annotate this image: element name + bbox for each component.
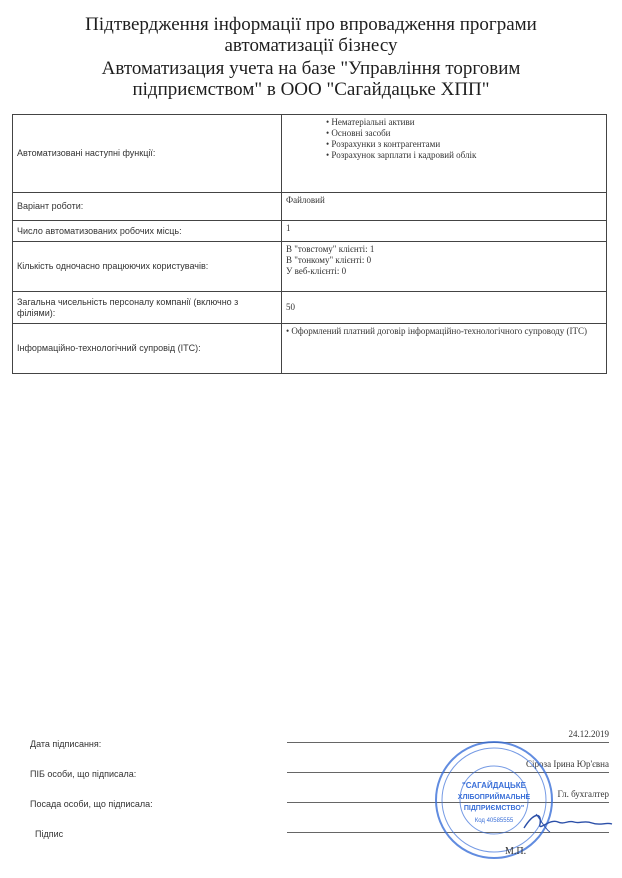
- table-row: [13, 292, 607, 324]
- title-line-1: Підтвердження інформації про впровадження програми: [85, 14, 537, 35]
- row-label: Кількість одночасно працюючих користувачів:: [13, 242, 282, 292]
- table-row: [13, 242, 607, 292]
- handwritten-signature-icon: [520, 808, 615, 836]
- row-label: Загальна чисельність персоналу компанії (включно з філіями):: [13, 292, 282, 324]
- document-subtitle: [0, 58, 622, 100]
- stamp-code: Код 40585555: [474, 818, 514, 824]
- name-value: Сіроза Ірина Юр'євна: [526, 759, 609, 769]
- name-label: ПІБ особи, що підписала:: [30, 769, 137, 779]
- date-value: 24.12.2019: [568, 729, 609, 739]
- row-label: Варіант роботи:: [13, 193, 282, 221]
- title-line-3: Автоматизация учета на базе "Управління торговим: [101, 58, 521, 79]
- stamp-place-label: М.П.: [505, 846, 527, 857]
- list-item: • Розрахунок зарплати і кадровий облік: [326, 150, 602, 161]
- title-line-2: автоматизації бізнесу: [224, 35, 398, 56]
- functions-list: [286, 117, 602, 161]
- row-value: • Оформлений платний договір інформаційно-технологічного супроводу (ІТС): [282, 324, 607, 374]
- row-value: 50: [282, 292, 607, 324]
- table-row: [13, 115, 607, 193]
- users-cell: [282, 242, 607, 292]
- row-label: Число автоматизованих робочих місць:: [13, 221, 282, 242]
- stamp-line-2: ХЛІБОПРИЙМАЛЬНЕ: [457, 794, 531, 801]
- list-item: • Розрахунки з контрагентами: [326, 139, 602, 150]
- table-row: [13, 221, 607, 242]
- stamp-line-3: ПІДПРИЄМСТВО": [463, 805, 525, 812]
- row-value: 1: [282, 221, 607, 242]
- list-item: • Нематеріальні активи: [326, 117, 602, 128]
- users-line: В "товстому" клієнті: 1: [286, 244, 375, 254]
- users-line: У веб-клієнті: 0: [286, 266, 347, 276]
- functions-cell: [282, 115, 607, 193]
- company-stamp-icon: [432, 738, 556, 862]
- list-item: • Основні засоби: [326, 128, 602, 139]
- row-label: Автоматизовані наступні функції:: [13, 115, 282, 193]
- info-table: [12, 114, 607, 374]
- table-row: [13, 324, 607, 374]
- table-row: [13, 193, 607, 221]
- row-label: Інформаційно-технологічний супровід (ІТС):: [13, 324, 282, 374]
- position-value: Гл. бухгалтер: [557, 789, 609, 799]
- users-line: В "тонкому" клієнті: 0: [286, 255, 372, 265]
- sign-label: Підпис: [35, 829, 64, 839]
- stamp-line-1: "САГАЙДАЦЬКЕ: [462, 781, 526, 790]
- date-label: Дата підписання:: [30, 739, 102, 749]
- title-line-4: підприємством" в ООО "Сагайдацьке ХПП": [132, 79, 490, 100]
- document-title: [0, 14, 622, 56]
- position-label: Посада особи, що підписала:: [30, 799, 153, 809]
- row-value: Файловий: [282, 193, 607, 221]
